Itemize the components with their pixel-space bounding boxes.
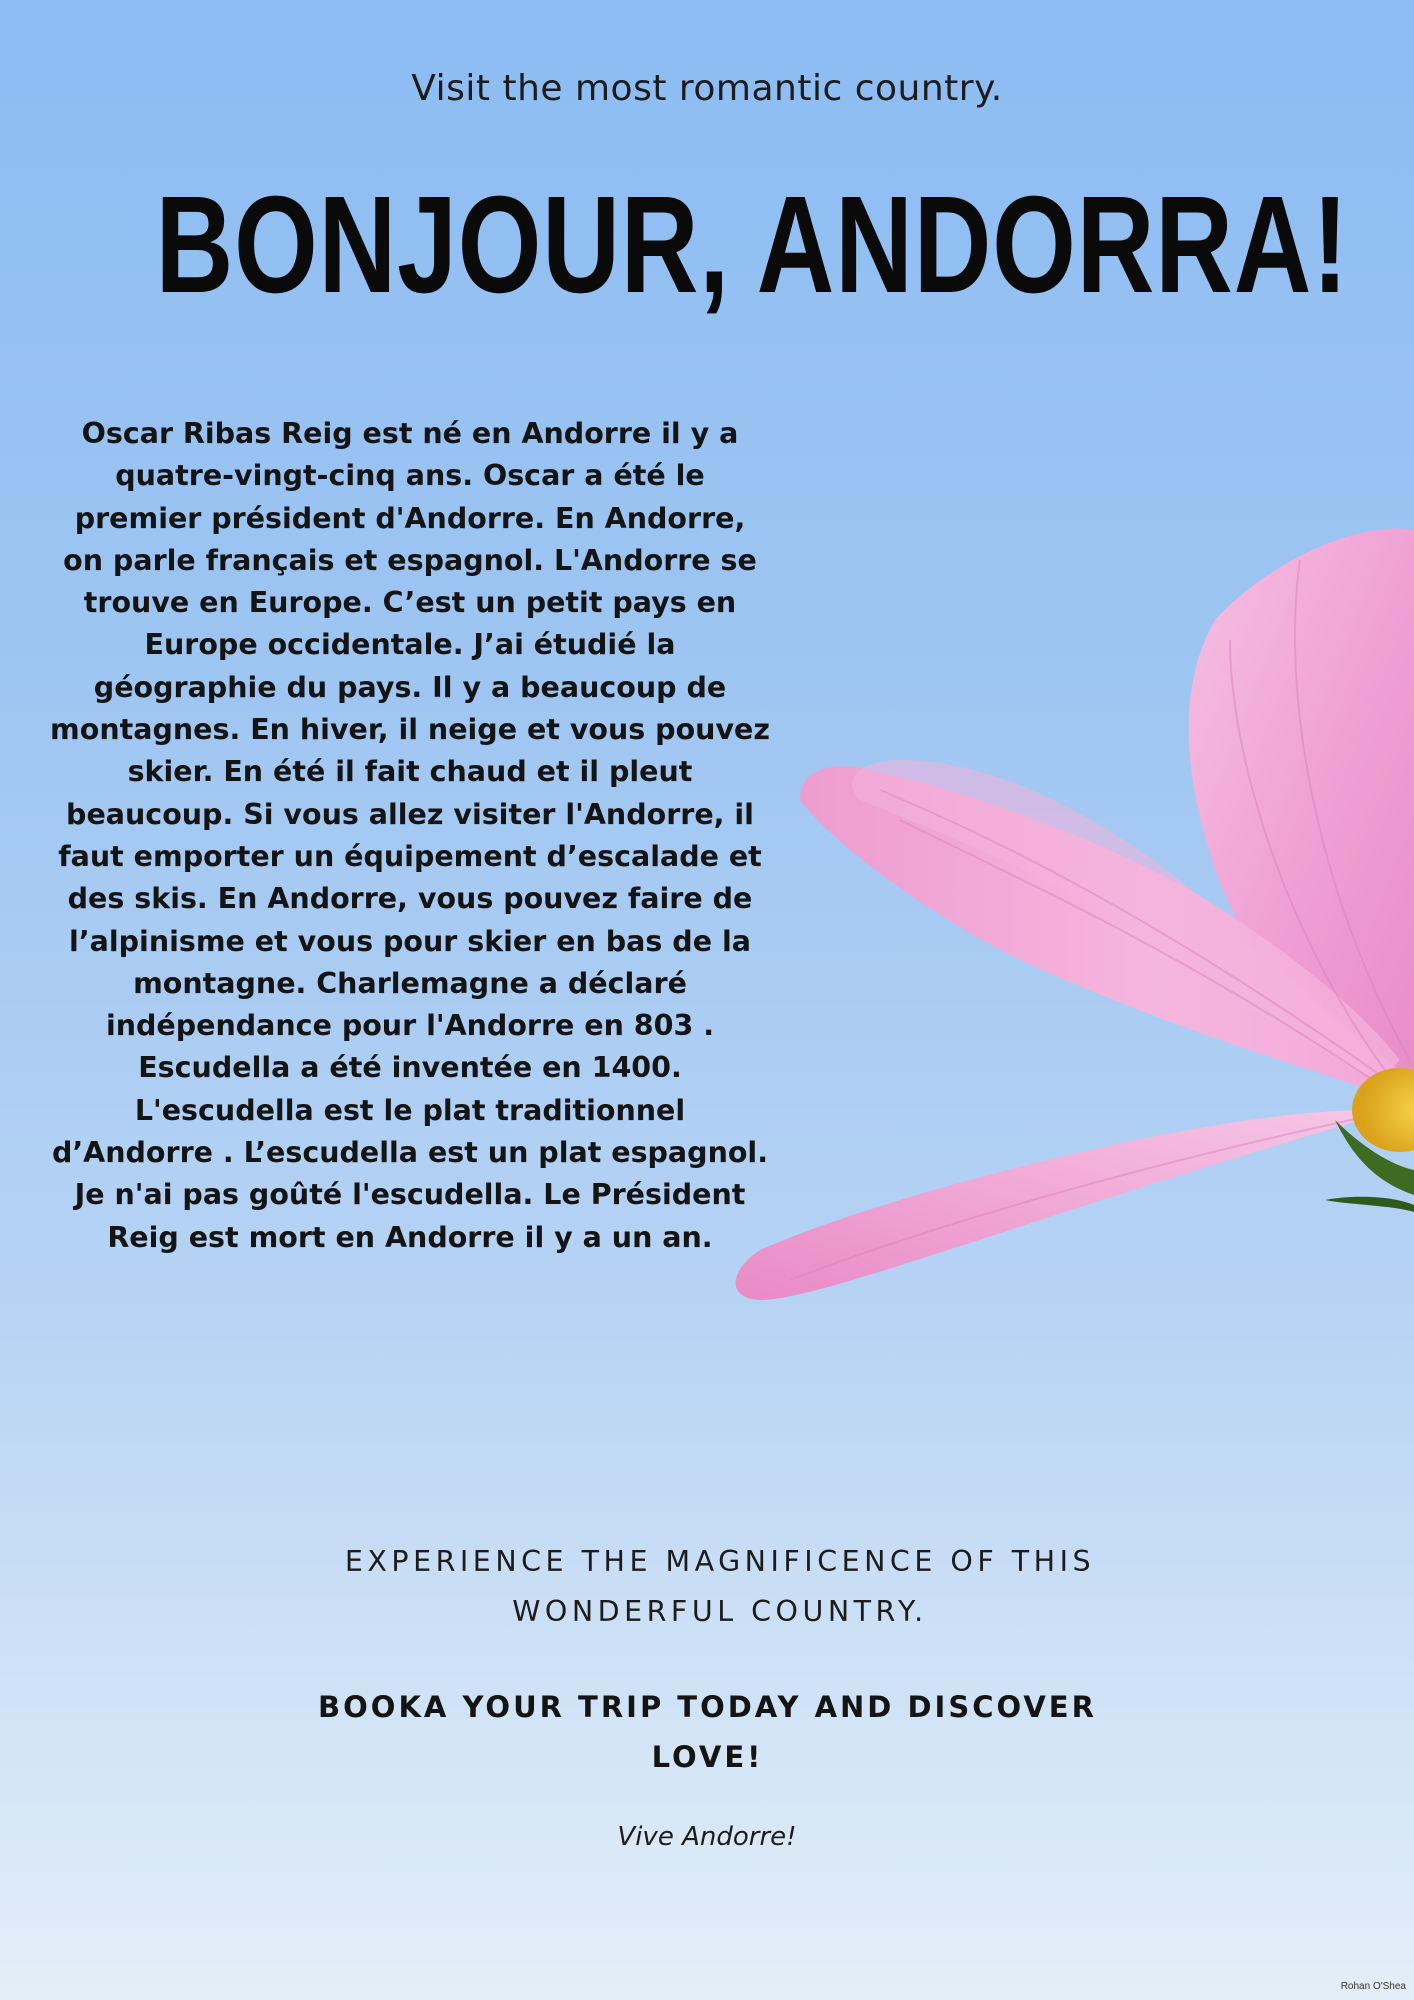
book-trip-call-to-action: BOOKA YOUR TRIP TODAY AND DISCOVER LOVE! <box>318 1690 1097 1774</box>
body-paragraph: Oscar Ribas Reig est né en Andorre il y a quatre-vingt-cinq ans. Oscar a été le premier président d'Andorre. En Andorre, on parle français et espagnol. L'Andorre se trouve en Europe. C’est un petit pays en Europe occidentale. J’ai étudié la géographie du pays. Il y a beaucoup de montagnes. En hiver, il neige et vous pouvez skier. En été il fait chaud et il pleut beaucoup. Si vous allez visiter l'Andorre, il faut emporter un équipement d’escalade et des skis. En Andorre, vous pouvez faire de l’alpinisme et vous pour skier en bas de la montagne. Charlemagne a déclaré indépendance pour l'Andorre en 803 . Escudella a été inventée en 1400. L'escudella est le plat traditionnel d’Andorre . L’escudella est un plat espagnol. Je n'ai pas goûté l'escudella. Le Président Reig est mort en Andorre il y a un an. <box>50 417 770 1254</box>
experience-slogan: EXPERIENCE THE MAGNIFICENCE OF THIS WONDERFUL COUNTRY. <box>344 1545 1096 1628</box>
closing-line: Vive Andorre! <box>617 1822 797 1852</box>
tagline: Visit the most romantic country. <box>411 68 1003 109</box>
page-title: BONJOUR, ANDORRA! <box>155 168 1349 322</box>
author-credit: Rohan O'Shea <box>1340 1981 1406 1992</box>
